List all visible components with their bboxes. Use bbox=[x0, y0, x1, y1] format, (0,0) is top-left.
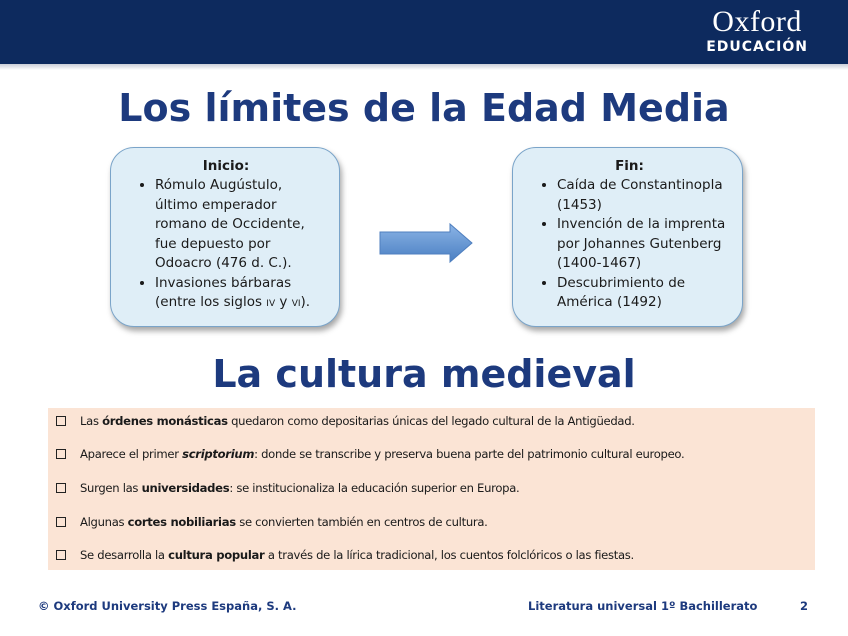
list-item: Algunas cortes nobiliarias se convierten también en centros de cultura. bbox=[56, 512, 488, 532]
start-box bbox=[110, 147, 340, 327]
logo-main-text: Oxford bbox=[712, 5, 802, 38]
list-item: Surgen las universidades: se institucionaliza la educación superior en Europa. bbox=[56, 478, 519, 498]
list-item: • Rómulo Augústulo, último emperador romano de Occidente, fue depuesto por Odoacro (476 d. C.). bbox=[155, 176, 329, 274]
list-item: Aparece el primer scriptorium: donde se transcribe y preserva buena parte del patrimonio cultural europeo. bbox=[56, 444, 684, 464]
footer-copyright: © Oxford University Press España, S. A. bbox=[38, 599, 297, 613]
end-list bbox=[525, 176, 734, 313]
list-item: Se desarrolla la cultura popular a través de la lírica tradicional, los cuentos folclóricos o las fiestas. bbox=[56, 545, 634, 565]
list-item: • Caída de Constantinopla (1453) bbox=[557, 176, 734, 215]
checkbox-icon bbox=[56, 550, 66, 560]
list-item: Las órdenes monásticas quedaron como depositarias únicas del legado cultural de la Antigüedad. bbox=[56, 411, 635, 431]
checkbox-icon bbox=[56, 483, 66, 493]
end-heading: Fin: bbox=[615, 158, 644, 174]
checkbox-icon bbox=[56, 449, 66, 459]
footer-course: Literatura universal 1º Bachillerato bbox=[528, 599, 758, 613]
right-arrow-icon bbox=[378, 222, 474, 264]
list-item: • Invasiones bárbaras (entre los siglos iv y vi). bbox=[155, 274, 329, 313]
list-item: • Invención de la imprenta por Johannes Gutenberg (1400-1467) bbox=[557, 215, 734, 274]
slide-title: Los límites de la Edad Media bbox=[118, 86, 730, 130]
start-list bbox=[123, 176, 329, 313]
end-box bbox=[512, 147, 743, 327]
start-heading: Inicio: bbox=[202, 158, 250, 174]
checkbox-icon bbox=[56, 416, 66, 426]
page-number: 2 bbox=[800, 599, 809, 613]
oxford-logo bbox=[706, 6, 808, 56]
section-title: La cultura medieval bbox=[212, 352, 636, 396]
logo-sub-text: EDUCACIÓN bbox=[706, 39, 808, 55]
checkbox-icon bbox=[56, 517, 66, 527]
header-shadow bbox=[0, 64, 848, 70]
list-item: • Descubrimiento de América (1492) bbox=[557, 274, 734, 313]
culture-panel bbox=[48, 408, 815, 570]
